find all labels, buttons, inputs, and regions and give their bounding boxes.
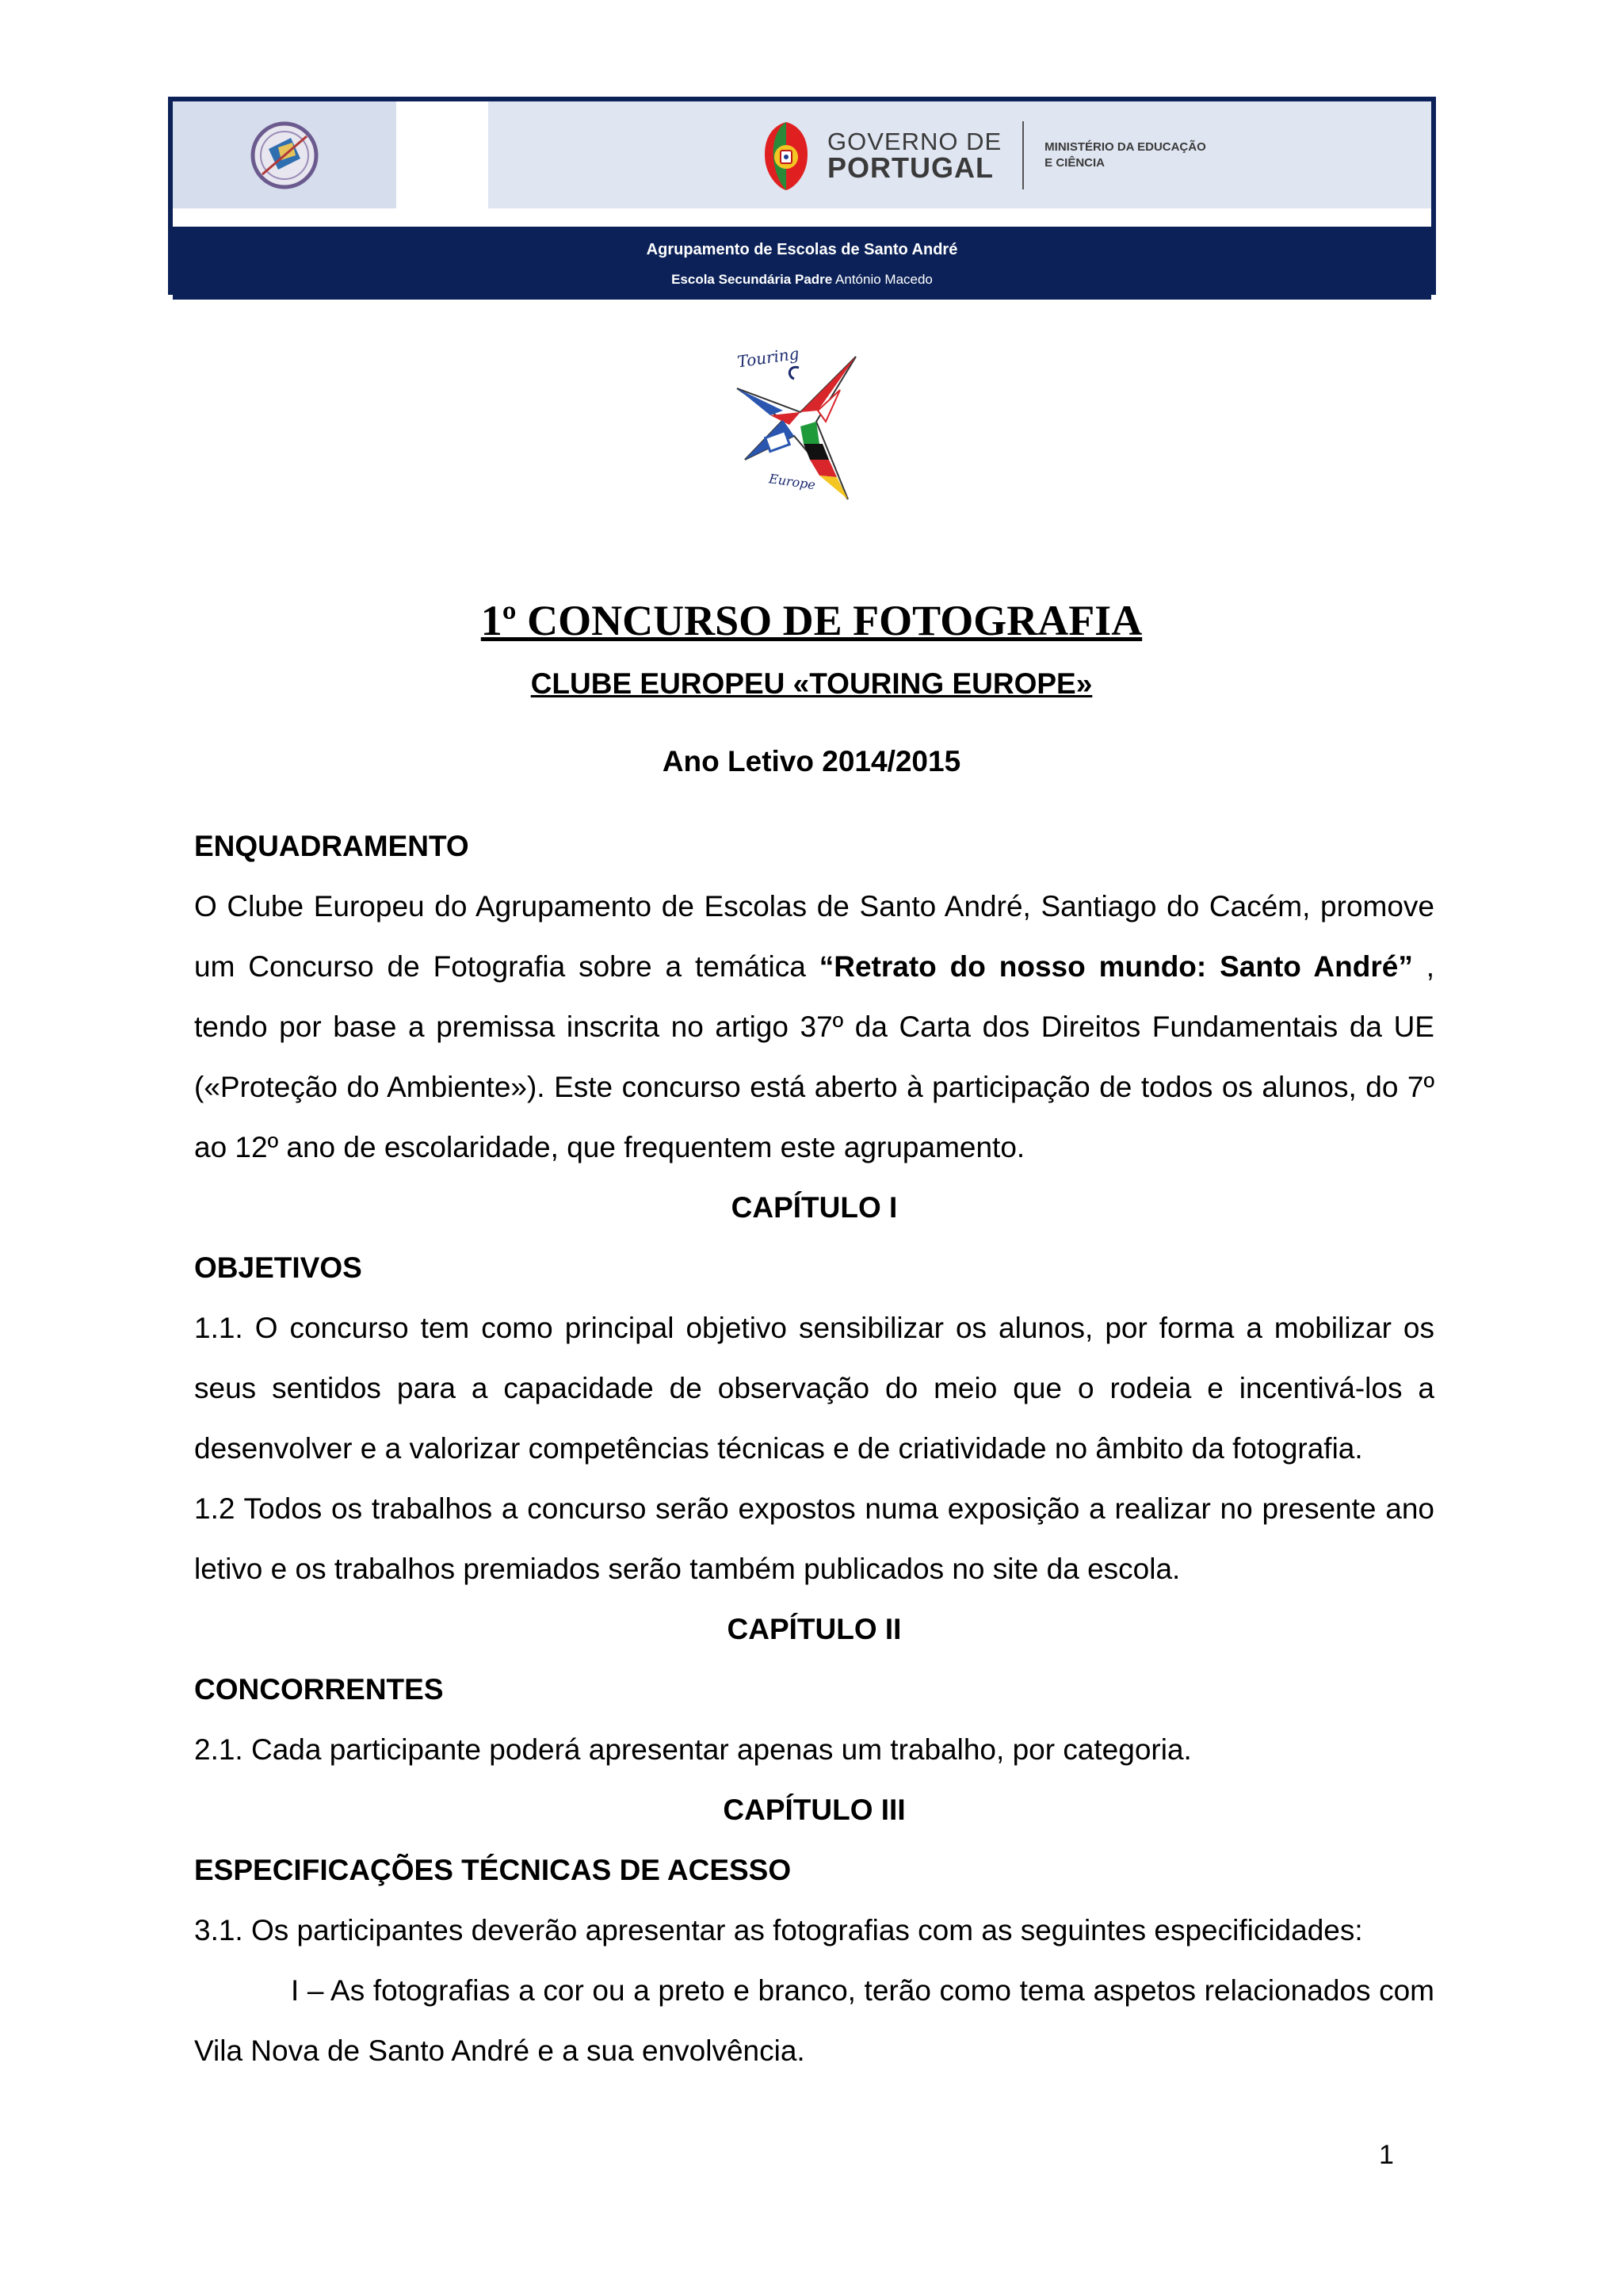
item-3-1-I: I – As fotografias a cor ou a preto e branco, terão como tema aspetos relacionados com Vila Nova de Santo André e a sua envolvência.	[194, 1974, 1434, 2067]
enquadramento-theme: “Retrato do nosso mundo: Santo André”	[819, 950, 1413, 983]
government-line1: GOVERNO DE	[827, 127, 1002, 155]
header-banner	[168, 97, 1436, 295]
chapter-2-title: CAPÍTULO II	[727, 1613, 902, 1645]
enquadramento-text-part2: , tendo por base a premissa inscrita no artigo 37º da Carta dos Direitos Fundamentais da UE («Proteção do Ambiente»). Este concurso está aberto à participação de todos os alunos, do 7º ao 12º ano de escolaridade, que frequentem este agrupamento.	[194, 950, 1435, 1163]
enquadramento-text-part1: O Clube Europeu do Agrupamento de Escolas de Santo André, Santiago do Cacém, promove um Concurso de Fotografia sobre a temática	[194, 890, 1434, 983]
enquadramento-heading: ENQUADRAMENTO	[194, 830, 469, 862]
enquadramento-paragraph	[194, 877, 1434, 1178]
item-2-1: 2.1. Cada participante poderá apresentar apenas um trabalho, por categoria.	[194, 1733, 1192, 1766]
school-name-suffix: António Macedo	[835, 272, 933, 287]
chapter-1-title: CAPÍTULO I	[731, 1191, 898, 1224]
portugal-emblem-icon	[758, 119, 815, 192]
school-logo-box	[173, 101, 396, 208]
chapter-3-heading: ESPECIFICAÇÕES TÉCNICAS DE ACESSO	[194, 1854, 792, 1886]
ministry-line2: E CIÊNCIA	[1044, 156, 1105, 170]
page-number: 1	[1379, 2140, 1394, 2170]
ministry-line1: MINISTÉRIO DA EDUCAÇÃO	[1044, 140, 1206, 154]
chapter-3-title: CAPÍTULO III	[723, 1794, 906, 1826]
school-logo-icon	[245, 116, 324, 195]
school-group-name: Agrupamento de Escolas de Santo André	[646, 241, 958, 258]
touring-europe-logo	[721, 333, 880, 507]
school-name	[173, 272, 1431, 288]
document-subtitle: CLUBE EUROPEU «TOURING EUROPE»	[530, 667, 1093, 700]
item-1-1: 1.1. O concurso tem como principal objetivo sensibilizar os alunos, por forma a mobilizar os seus sentidos para a capacidade de observação do meio que o rodeia e incentivá-los a desenvolver e a valorizar competências técnicas e de criatividade no âmbito da fotografia.	[194, 1312, 1434, 1465]
government-divider	[1022, 121, 1024, 189]
item-1-2: 1.2 Todos os trabalhos a concurso serão expostos numa exposição a realizar no presente ano letivo e os trabalhos premiados serão também publicados no site da escola.	[194, 1492, 1434, 1585]
school-year: Ano Letivo 2014/2015	[662, 745, 961, 777]
document-title: 1º CONCURSO DE FOTOGRAFIA	[480, 597, 1143, 644]
logo-bottom-text: Europe	[768, 471, 817, 493]
chapter-2-heading: CONCORRENTES	[194, 1673, 444, 1706]
school-name-prefix: Escola Secundária Padre	[671, 272, 833, 287]
government-line2: PORTUGAL	[827, 151, 994, 184]
government-logo	[758, 116, 1206, 195]
logo-top-text: Touring	[735, 343, 800, 372]
banner-white-gap	[396, 101, 488, 208]
document-body	[194, 816, 1434, 2081]
banner-bottom-band	[173, 227, 1431, 300]
chapter-1-heading: OBJETIVOS	[194, 1251, 362, 1284]
item-3-1: 3.1. Os participantes deverão apresentar as fotografias com as seguintes especificidades:	[194, 1914, 1363, 1946]
